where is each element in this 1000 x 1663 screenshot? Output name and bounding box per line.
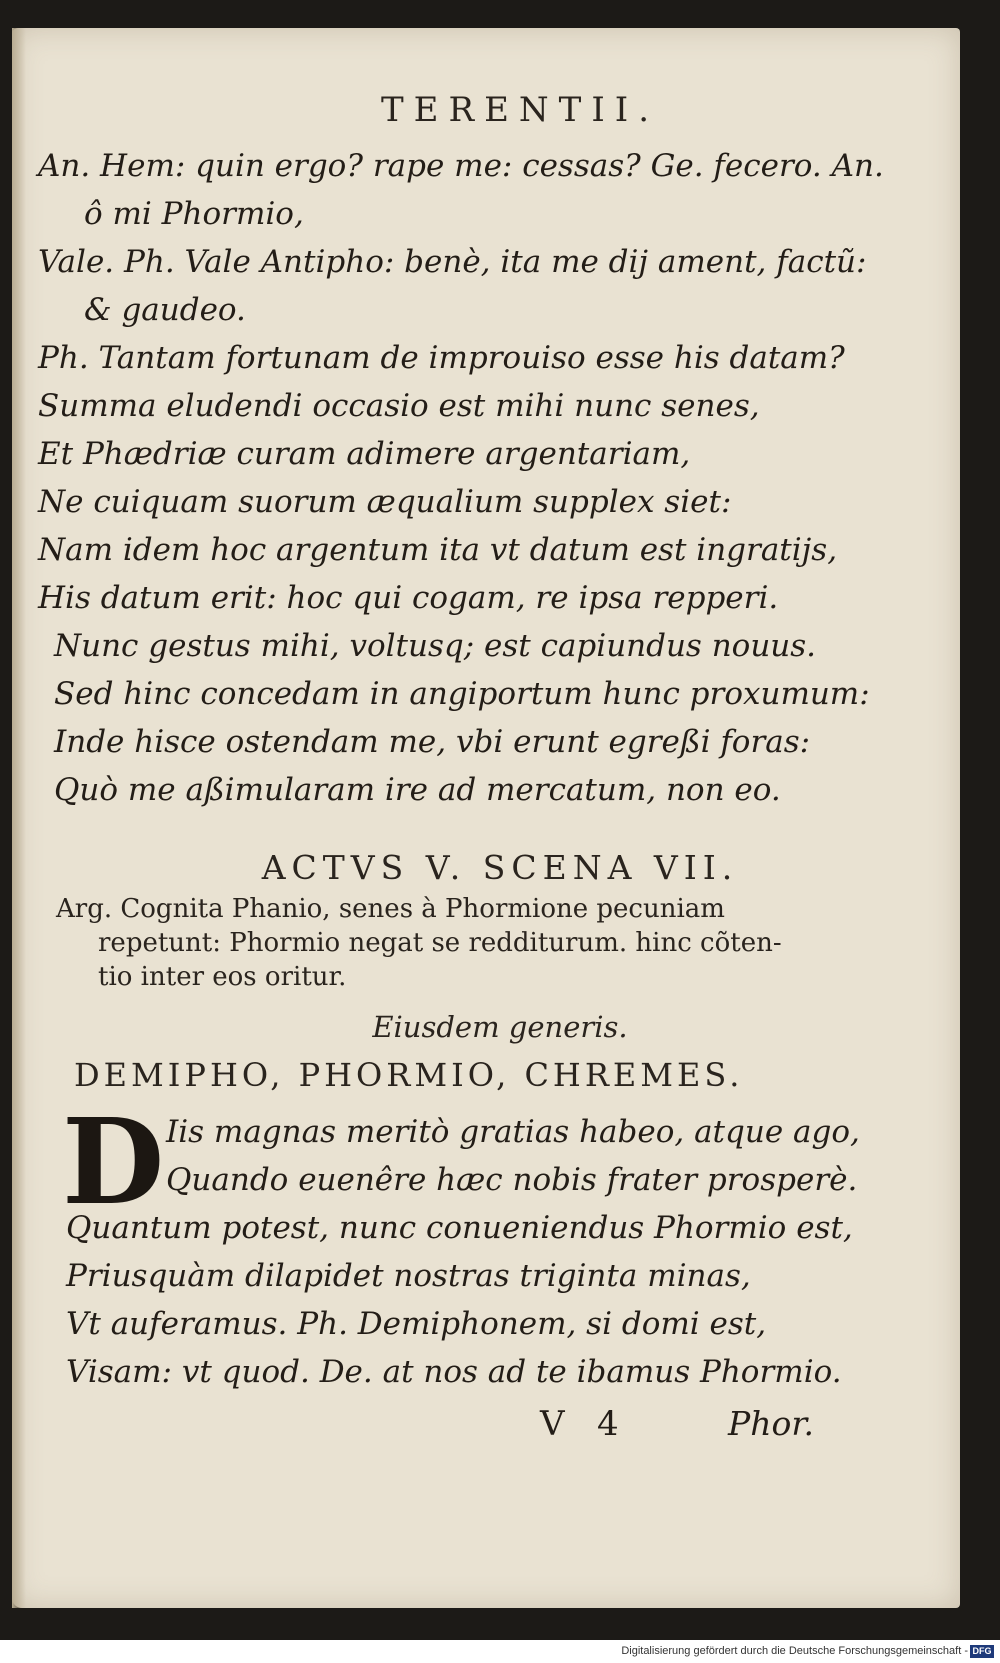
verse-line: Summa eludendi occasio est mihi nunc senes, <box>38 388 760 424</box>
signature-mark: V 4 <box>540 1404 619 1444</box>
verse-line: Quando euenêre hæc nobis frater prosperè. <box>166 1162 858 1198</box>
running-title: TERENTII. <box>380 90 659 130</box>
verse-line: & gaudeo. <box>84 292 246 328</box>
verse-line: Iis magnas meritò gratias habeo, atque ago, <box>166 1114 860 1150</box>
catchword: Phor. <box>728 1404 814 1443</box>
verse-line: An. Hem: quin ergo? rape me: cessas? Ge. fecero. An. <box>38 148 884 184</box>
verse-line: Nunc gestus mihi, voltusq; est capiundus nouus. <box>54 628 817 664</box>
scene-argument <box>56 892 956 994</box>
verse-line: Quantum potest, nunc conueniendus Phormio est, <box>66 1210 853 1246</box>
verse-line: Ph. Tantam fortunam de improuiso esse his datam? <box>38 340 845 376</box>
verse-line: Inde hisce ostendam me, vbi erunt egreßi foras: <box>54 724 811 760</box>
verse-line: Vale. Ph. Vale Antipho: benè, ita me dij ament, factũ: <box>38 244 867 280</box>
dfg-logo-icon: DFG <box>970 1645 994 1658</box>
drop-capital: D <box>62 1092 165 1231</box>
verse-line: Vt auferamus. Ph. Demiphonem, si domi est, <box>66 1306 767 1342</box>
verse-line: Nam idem hoc argentum ita vt datum est ingratijs, <box>38 532 838 568</box>
verse-line: ô mi Phormio, <box>84 196 304 232</box>
digitization-credit: Digitalisierung gefördert durch die Deutsche Forschungsgemeinschaft - <box>0 1640 1000 1663</box>
verse-line: Ne cuiquam suorum æqualium supplex siet: <box>38 484 732 520</box>
speaker-list: DEMIPHO, PHORMIO, CHREMES. <box>74 1056 744 1094</box>
argument-line: tio inter eos oritur. <box>98 962 347 992</box>
verse-line: Et Phædriæ curam adimere argentariam, <box>38 436 691 472</box>
verse-line: Quò me aßimularam ire ad mercatum, non eo. <box>54 772 781 808</box>
verse-line: Visam: vt quod. De. at nos ad te ibamus Phormio. <box>66 1354 842 1390</box>
argument-line: repetunt: Phormio negat se redditurum. hinc cõten- <box>98 928 782 958</box>
argument-line: Arg. Cognita Phanio, senes à Phormione pecuniam <box>56 894 725 924</box>
verse-bottom <box>38 1092 958 1396</box>
meter-note: Eiusdem generis. <box>372 1010 628 1044</box>
verse-line: Sed hinc concedam in angiportum hunc proxumum: <box>54 676 870 712</box>
page-edge-shadow <box>12 28 26 1608</box>
verse-line: Priusquàm dilapidet nostras triginta minas, <box>66 1258 751 1294</box>
verse-line: His datum erit: hoc qui cogam, re ipsa repperi. <box>38 580 779 616</box>
verse-top <box>38 142 938 814</box>
act-scene-heading: ACTVS V. SCENA VII. <box>261 848 739 887</box>
